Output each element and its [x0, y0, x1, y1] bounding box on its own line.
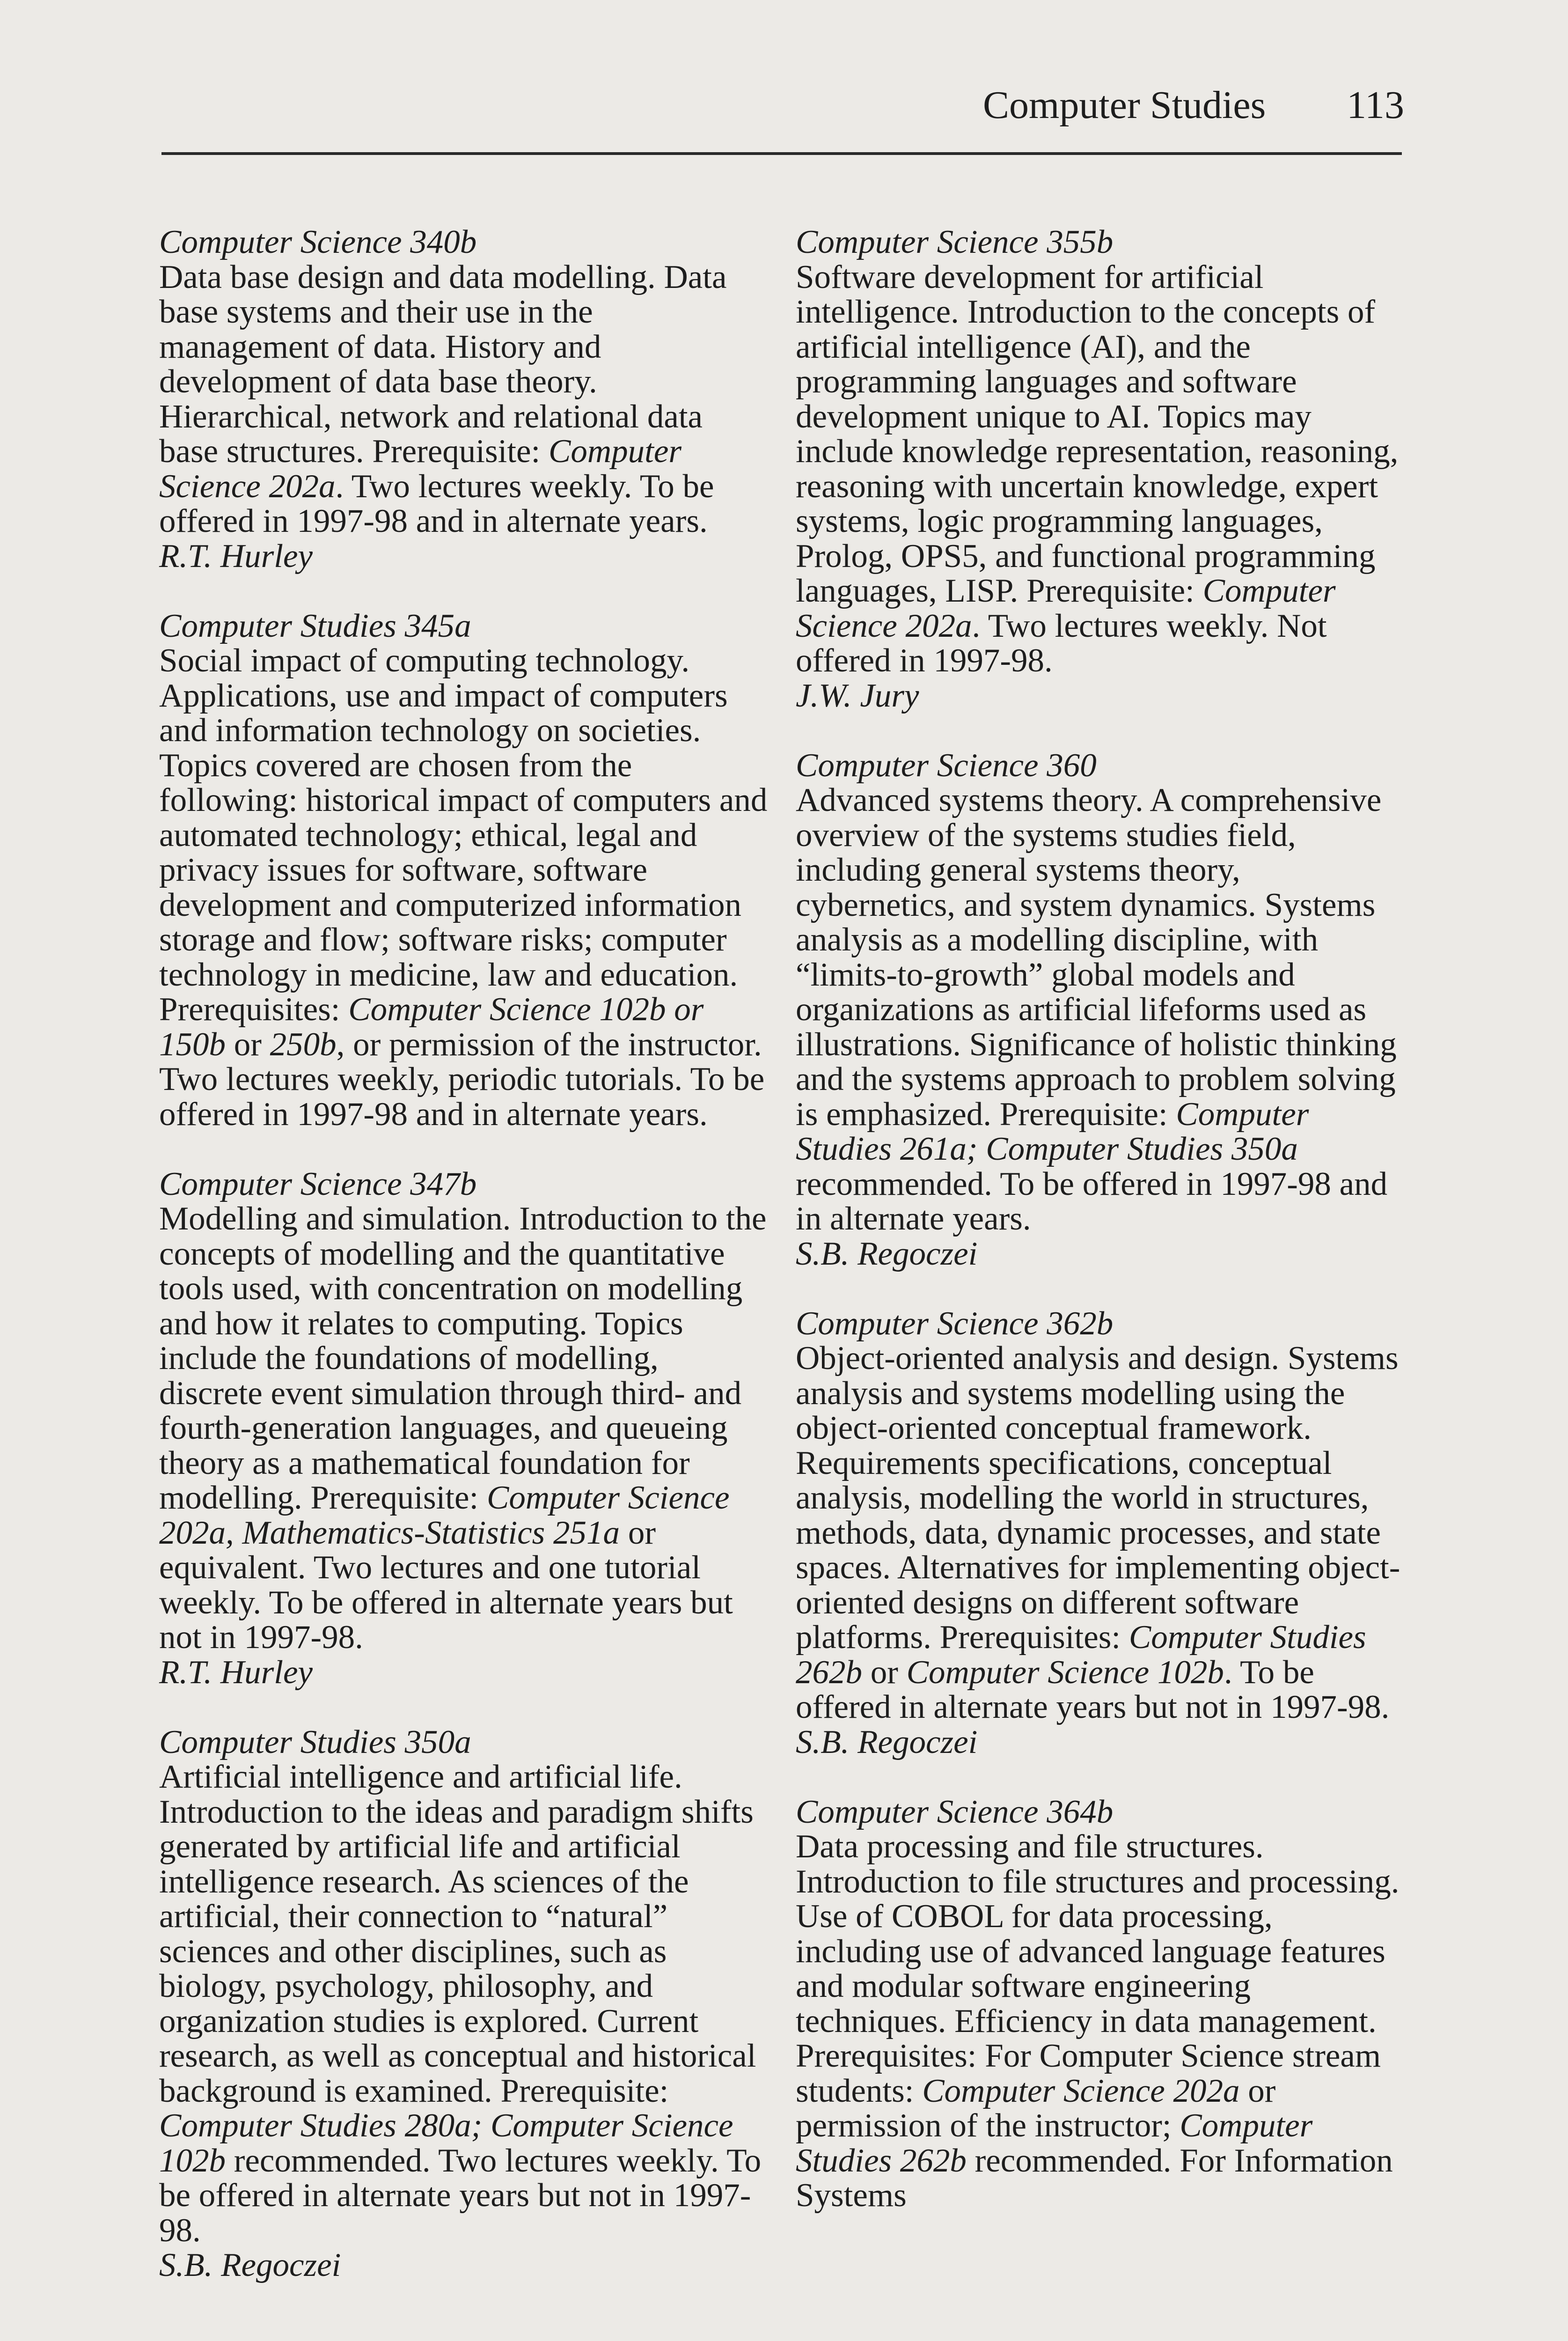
- course-instructor: S.B. Regoczei: [159, 2247, 341, 2283]
- course-instructor: R.T. Hurley: [159, 1654, 313, 1691]
- right-column: [796, 225, 1404, 2248]
- course-entry: [159, 609, 768, 1132]
- course-description: Modelling and simulation. Introduction to the concepts of modelling and the quantitative tools used, with concentration on modelling and how it relates to computing. Topics include the foundations of modelling, discrete event simulation through third- and fourth-generation languages, and queueing theory as a mathematical foundation for modelling. Prerequisite: Computer Science 202a, Mathematics-Statistics 251a or equivalent. Two lectures and one tutorial weekly. To be offered in alternate years but not in 1997-98.: [159, 1200, 767, 1656]
- course-title: Computer Science 360: [796, 747, 1097, 784]
- page-header: [983, 84, 1404, 126]
- page-number: 113: [1347, 83, 1404, 127]
- course-entry: [796, 748, 1404, 1272]
- course-description: Data processing and file structures. Introduction to file structures and processing. Use of COBOL for data processing, including use of advanced language features and modular software engineering techniques. Efficiency in data management. Prerequisites: For Computer Science stream students: Computer Science 202a or permission of the instructor; Computer Studies 262b recommended. For Information Systems: [796, 1828, 1399, 2214]
- course-description: Social impact of computing technology. Applications, use and impact of computers and information technology on societies. Topics covered are chosen from the following: historical impact of computers and automated technology; ethical, legal and privacy issues for software, software development and computerized information storage and flow; software risks; computer technology in medicine, law and education. Prerequisites: Computer Science 102b or 150b or 250b, or permission of the instructor. Two lectures weekly, periodic tutorials. To be offered in 1997-98 and in alternate years.: [159, 642, 768, 1133]
- course-entry: [796, 225, 1404, 713]
- course-instructor: J.W. Jury: [796, 677, 919, 714]
- course-description: Software development for artificial intelligence. Introduction to the concepts of artificial intelligence (AI), and the programming languages and software development unique to AI. Topics may include knowledge representation, reasoning, reasoning with uncertain knowledge, expert systems, logic programming languages, Prolog, OPS5, and functional programming languages, LISP. Prerequisite: Computer Science 202a. Two lectures weekly. Not offered in 1997-98.: [796, 258, 1399, 679]
- header-rule: [161, 152, 1402, 155]
- course-entry: [159, 225, 768, 574]
- course-entry: [796, 1306, 1404, 1760]
- course-title: Computer Science 340b: [159, 224, 477, 260]
- course-description: Artificial intelligence and artificial life. Introduction to the ideas and paradigm shifts generated by artificial life and artificial intelligence research. As sciences of the artificial, their connection to “natural” sciences and other disciplines, such as biology, psychology, philosophy, and organization studies is explored. Current research, as well as conceptual and historical background is examined. Prerequisite: Computer Studies 280a; Computer Science 102b recommended. Two lectures weekly. To be offered in alternate years but not in 1997-98.: [159, 1759, 762, 2249]
- course-description: Object-oriented analysis and design. Systems analysis and systems modelling using the object-oriented conceptual framework. Requirements specifications, conceptual analysis, modelling the world in structures, methods, data, dynamic processes, and state spaces. Alternatives for implementing object-oriented designs on different software platforms. Prerequisites: Computer Studies 262b or Computer Science 102b. To be offered in alternate years but not in 1997-98.: [796, 1340, 1400, 1725]
- course-title: Computer Science 355b: [796, 224, 1114, 260]
- course-entry: [159, 1725, 768, 2283]
- running-header-title: Computer Studies: [983, 83, 1266, 127]
- left-column: [159, 225, 768, 2318]
- course-title: Computer Science 364b: [796, 1793, 1114, 1830]
- course-description: Advanced systems theory. A comprehensive overview of the systems studies field, including general systems theory, cybernetics, and system dynamics. Systems analysis as a modelling discipline, with “limits-to-growth” global models and organizations as artificial lifeforms used as illustrations. Significance of holistic thinking and the systems approach to problem solving is emphasized. Prerequisite: Computer Studies 261a; Computer Studies 350a recommended. To be offered in 1997-98 and in alternate years.: [796, 782, 1397, 1237]
- course-title: Computer Studies 350a: [159, 1723, 471, 1760]
- course-entry: [796, 1795, 1404, 2213]
- course-title: Computer Studies 345a: [159, 607, 471, 644]
- course-instructor: S.B. Regoczei: [796, 1235, 978, 1272]
- course-title: Computer Science 362b: [796, 1305, 1114, 1342]
- course-title: Computer Science 347b: [159, 1165, 477, 1202]
- course-description: Data base design and data modelling. Data base systems and their use in the management of data. History and development of data base theory. Hierarchical, network and relational data base structures. Prerequisite: Computer Science 202a. Two lectures weekly. To be offered in 1997-98 and in alternate years.: [159, 258, 727, 539]
- course-instructor: R.T. Hurley: [159, 537, 313, 574]
- course-entry: [159, 1167, 768, 1690]
- course-instructor: S.B. Regoczei: [796, 1723, 978, 1760]
